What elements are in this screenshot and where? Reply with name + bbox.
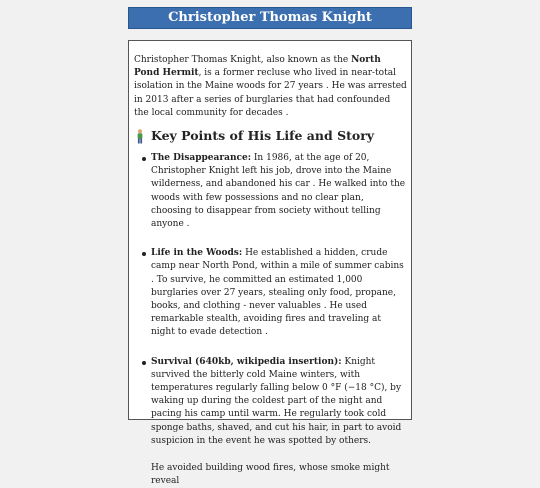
continuation-paragraph: He avoided building wood fires, whose smoke might reveal <box>151 463 390 487</box>
section-heading <box>134 128 407 144</box>
list-item <box>151 152 407 231</box>
point-text: Knight survived the bitterly cold Maine winters, with temperatures regularly falling below 0 °F (−18 °C), by waking up during the coldest part of the night and pacing his camp until warm. He regularly took cold sponge baths, shaved, and cut his hair, in part to avoid suspicion in the event he was spotted by others. <box>151 356 402 446</box>
point-text: He established a hidden, crude camp near North Pond, within a mile of summer cabins . To survive, he committed an estimated 1,000 burglaries over 27 years, stealing only food, propane, books, and clothing - never valuables . He used remarkable stealth, avoiding fires and traveling at night to evade detection . <box>151 248 404 338</box>
point-label: The Disappearance: <box>151 153 252 164</box>
key-points-list <box>134 152 407 448</box>
intro-bold-name: North Pond Hermit <box>134 55 381 79</box>
point-label: Survival (640kb, wikipedia insertion): <box>151 356 342 367</box>
list-item <box>151 356 407 448</box>
article-card <box>128 40 412 487</box>
point-label: Life in the Woods: <box>151 248 243 259</box>
intro-text-end: , is a former recluse who lived in near-total isolation in the Maine woods for 27 years . He was arrested in 2013 after a series of burglaries that had confounded the local community for decades . <box>134 68 407 118</box>
section-heading-text: Key Points of His Life and Story <box>151 128 375 144</box>
page-title: Christopher Thomas Knight <box>128 7 412 29</box>
list-item <box>151 247 407 339</box>
point-text: In 1986, at the age of 20, Christopher Knight left his job, drove into the Maine wilderness, and abandoned his car . He walked into the woods with few possessions and no clear plan, choosing to disappear from society without telling anyone . <box>151 153 406 230</box>
intro-text-start: Christopher Thomas Knight, also known as the <box>134 55 352 65</box>
person-standing-icon <box>134 129 146 144</box>
intro-paragraph <box>134 54 407 120</box>
